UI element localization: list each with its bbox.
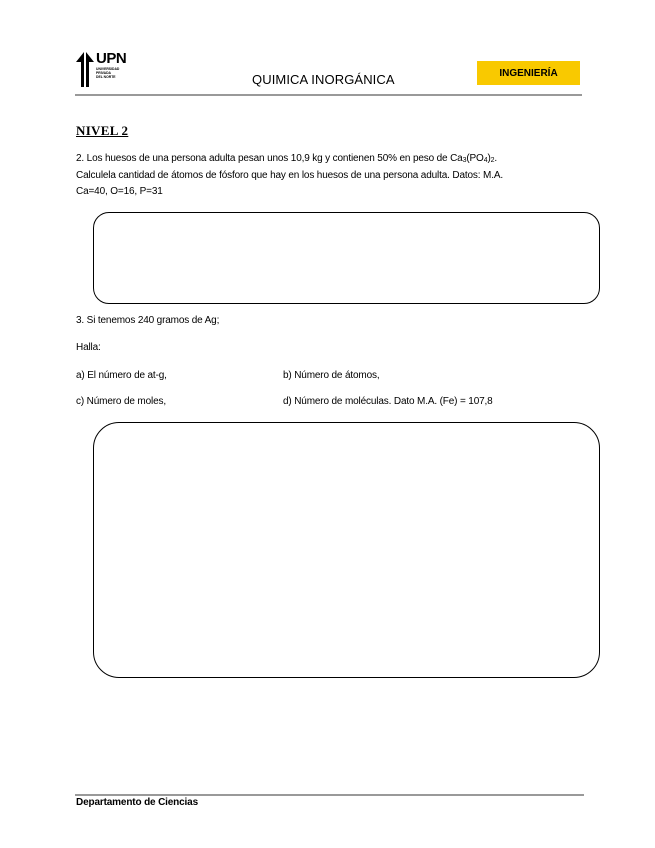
problem-3-item-c: c) Número de moles, — [76, 396, 166, 407]
header-divider — [75, 94, 582, 96]
problem-3-item-a: a) El número de at-g, — [76, 370, 167, 381]
problem-3-item-b: b) Número de átomos, — [283, 370, 380, 381]
problem-2-line-2: Calculela cantidad de átomos de fósforo que hay en los huesos de una persona adulta. Datos: M.A. — [76, 170, 503, 181]
problem-2-line-3: Ca=40, O=16, P=31 — [76, 186, 163, 197]
formula-subscript: 2 — [490, 157, 495, 164]
formula-subscript: 4 — [483, 157, 488, 164]
course-title: QUIMICA INORGÁNICA — [252, 72, 395, 87]
problem-3-statement: 3. Si tenemos 240 gramos de Ag; — [76, 315, 220, 326]
formula-part: (PO — [466, 153, 484, 164]
department-badge: INGENIERÍA — [477, 61, 580, 85]
level-heading: NIVEL 2 — [76, 123, 129, 138]
formula-part: ) — [487, 153, 491, 164]
problem-3-item-d: d) Número de moléculas. Dato M.A. (Fe) = 107,8 — [283, 396, 493, 407]
upn-logo-icon — [76, 50, 96, 88]
footer-divider — [75, 794, 584, 796]
upn-logo — [76, 50, 136, 88]
logo-wordmark: UPN — [96, 50, 127, 67]
problem-3-prompt: Halla: — [76, 342, 101, 353]
problem-2-text: 2. Los huesos de una persona adulta pesan unos 10,9 kg y contienen 50% en peso de Ca — [76, 153, 463, 164]
problem-2-line-1 — [76, 153, 497, 165]
answer-box-problem-3[interactable] — [93, 422, 600, 678]
formula-subscript: 3 — [462, 157, 467, 164]
answer-box-problem-2[interactable] — [93, 212, 600, 304]
logo-subtitle: UNIVERSIDAD PRIVADA DEL NORTE — [96, 67, 120, 80]
footer-department: Departamento de Ciencias — [76, 797, 198, 808]
formula-part: . — [494, 153, 498, 164]
